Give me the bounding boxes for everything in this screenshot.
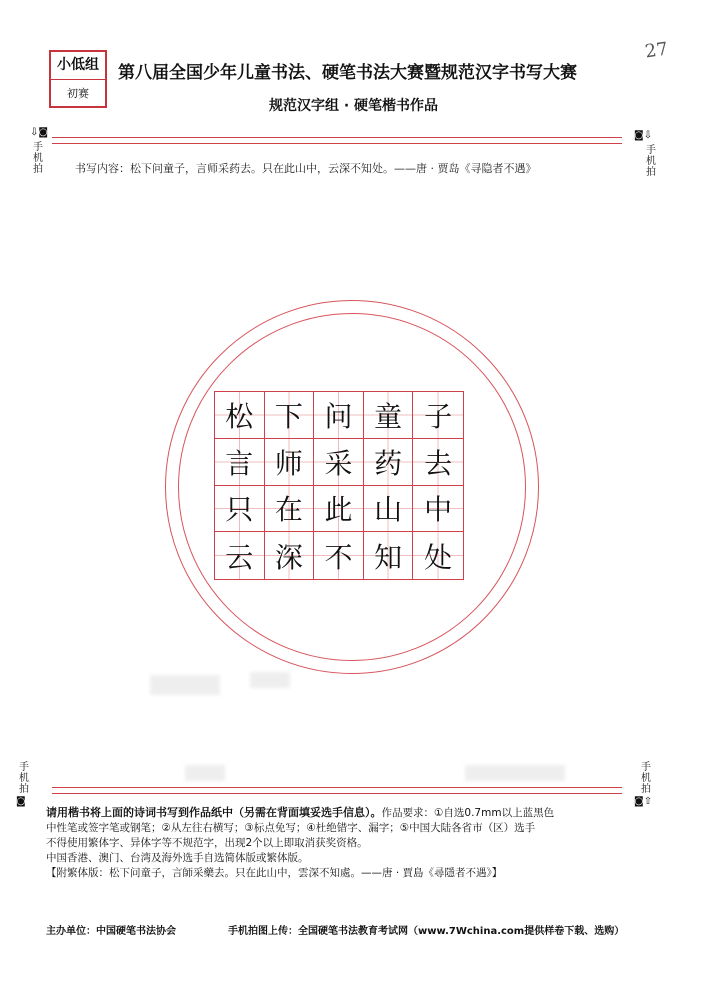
grid-cell: 言: [215, 439, 265, 486]
writing-content: 书写内容：松下问童子，言师采药去。只在此山中，云深不知处。——唐 · 贾岛《寻隐者不遇》: [75, 162, 537, 175]
grid-cell: 松: [215, 392, 265, 439]
grid-cell: 去: [413, 439, 463, 486]
side-label-top-left: 手机拍: [33, 142, 43, 175]
instructions-line-2: 中性笔或签字笔或钢笔；②从左往右横写；③标点免写；④杜绝错字、漏字；⑤中国大陆各省市（区）选手: [46, 822, 536, 834]
upload-info: 手机拍图上传：全国硬笔书法教育考试网（www.7Wchina.com提供样卷下载、选购）: [228, 926, 625, 937]
grid-cell: 此: [314, 486, 364, 533]
camera-icon: ◙⇩: [634, 130, 653, 141]
grid-cell: 下: [265, 392, 315, 439]
grid-cell: 问: [314, 392, 364, 439]
grid-cell: 只: [215, 486, 265, 533]
grid-cell: 不: [314, 532, 364, 579]
badge-round-label: 初赛: [67, 87, 89, 100]
grid-cell: 山: [364, 486, 414, 533]
grid-cell: 深: [265, 532, 315, 579]
show-through-mark: [185, 765, 225, 781]
show-through-mark: [465, 765, 565, 781]
grid-cell: 采: [314, 439, 364, 486]
instructions-line-1: [46, 805, 641, 821]
camera-icon: ◙: [16, 796, 26, 807]
instructions-requirements: 作品要求：①自选0.7mm以上蓝黑色: [381, 807, 555, 819]
bottom-divider: [52, 787, 622, 794]
category-subtitle: 规范汉字组 · 硬笔楷书作品: [268, 98, 439, 114]
writing-grid: [214, 391, 464, 580]
grid-cell: 师: [265, 439, 315, 486]
grid-cell: 子: [413, 392, 463, 439]
side-label-bottom-left: 手机拍: [19, 762, 29, 795]
instructions-line-3: 不得使用繁体字、异体字等不规范字，出现2个以上即取消获奖资格。: [46, 837, 368, 849]
competition-title: 第八届全国少年儿童书法、硬笔书法大赛暨规范汉字书写大赛: [118, 63, 577, 83]
side-label-top-right: 手机拍: [646, 145, 656, 178]
grid-cell: 童: [364, 392, 414, 439]
grid-cell: 药: [364, 439, 414, 486]
instructions-line-5: 【附繁体版：松下问童子，言師采藥去。只在此山中，雲深不知處。——唐 · 賈島《尋隱者不遇》】: [46, 867, 503, 879]
show-through-mark: [250, 672, 290, 688]
instructions-main: 请用楷书将上面的诗词书写到作品纸中（另需在背面填妥选手信息）。: [46, 806, 382, 819]
instructions-line-4: 中国香港、澳门、台湾及海外选手自选简体版或繁体版。: [46, 852, 309, 864]
grid-cell: 处: [413, 532, 463, 579]
grid-cell: 知: [364, 532, 414, 579]
grid-cell: 中: [413, 486, 463, 533]
grid-cell: 在: [265, 486, 315, 533]
camera-icon: ⇩◙: [30, 127, 49, 138]
side-label-bottom-right: 手机拍: [641, 762, 651, 795]
top-divider: [52, 137, 622, 144]
badge-group-label: 小低组: [51, 52, 105, 80]
handwritten-page-number: 27: [643, 38, 670, 63]
show-through-mark: [150, 675, 220, 695]
instructions-block: [46, 805, 641, 881]
grid-cell: 云: [215, 532, 265, 579]
camera-icon: ◙⇧: [634, 796, 653, 807]
organizer: 主办单位：中国硬笔书法协会: [46, 926, 176, 937]
